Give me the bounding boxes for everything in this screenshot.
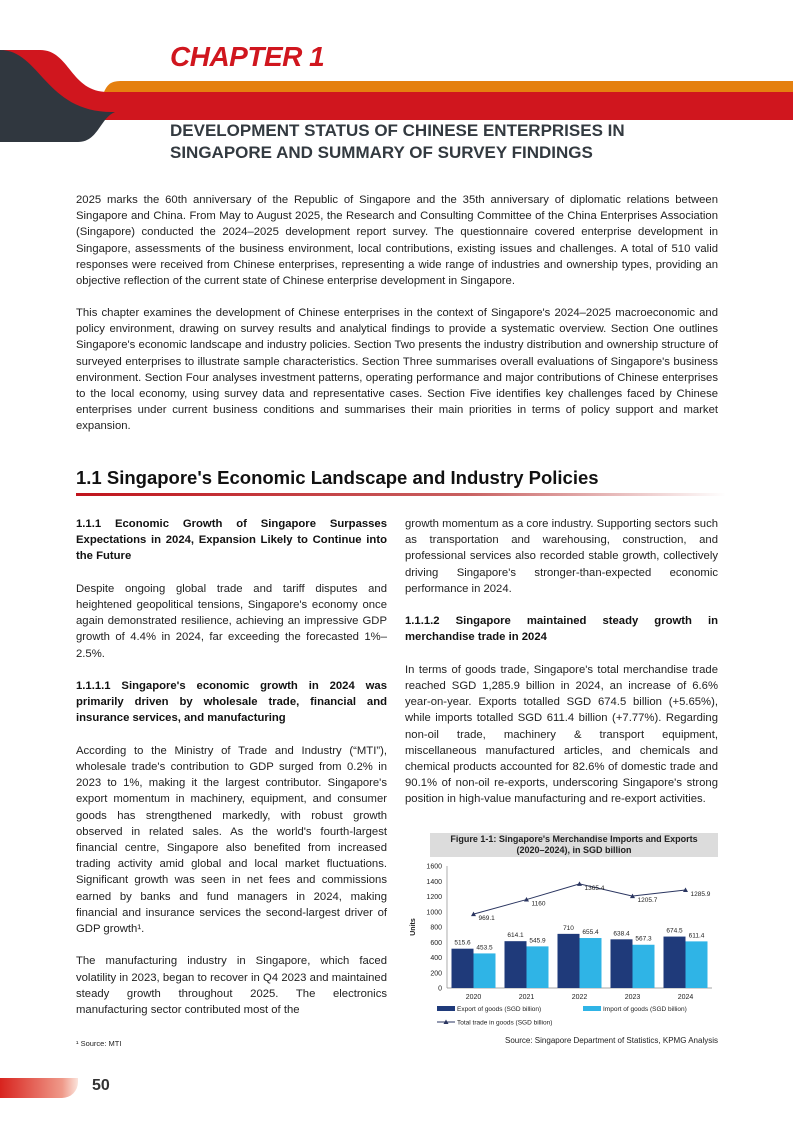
import-data-label: 611.4 <box>688 932 705 940</box>
y-tick-label: 0 <box>438 985 442 993</box>
figure-title-line2: (2020–2024), in SGD billion <box>516 845 632 855</box>
chapter-title-line1: DEVELOPMENT STATUS OF CHINESE ENTERPRISES IN <box>170 121 625 140</box>
total-trade-data-label: 1365.4 <box>584 884 605 892</box>
merchandise-trade-chart <box>405 858 720 1034</box>
y-tick-label: 1000 <box>426 909 442 917</box>
export-bar <box>558 934 580 988</box>
chapter-title-line2: SINGAPORE AND SUMMARY OF SURVEY FINDINGS <box>170 143 593 162</box>
subsection-heading: 1.1.1.1 Singapore's economic growth in 2024 was primarily driven by wholesale trade, financial and insurance services, and manufacturing <box>76 680 387 725</box>
x-tick-label: 2023 <box>624 994 641 1001</box>
legend-import-label: Import of goods (SGD billion) <box>603 1006 687 1013</box>
import-bar <box>474 953 496 988</box>
legend-export-label: Export of goods (SGD billion) <box>457 1006 542 1013</box>
section-underline <box>76 493 726 496</box>
total-trade-data-label: 969.1 <box>478 915 495 923</box>
section-title: 1.1 Singapore's Economic Landscape and Industry Policies <box>76 467 599 488</box>
y-tick-label: 1600 <box>426 863 442 871</box>
x-tick-label: 2020 <box>465 994 482 1001</box>
legend-export-swatch <box>437 1006 455 1011</box>
export-bar <box>664 937 686 988</box>
total-trade-data-label: 1285.9 <box>690 890 711 898</box>
total-trade-data-label: 1160 <box>531 900 546 908</box>
total-trade-data-label: 1205.7 <box>637 897 658 905</box>
export-data-label: 674.5 <box>666 927 683 935</box>
page-number-tab <box>0 1078 78 1098</box>
subsection-heading: 1.1.1 Economic Growth of Singapore Surpasses Expectations in 2024, Expansion Likely to Continue into the Future <box>76 518 387 563</box>
import-bar <box>580 938 602 988</box>
y-tick-label: 400 <box>430 955 442 962</box>
body-paragraph: In terms of goods trade, Singapore's total merchandise trade reached SGD 1,285.9 billion in 2024, an increase of 6.6% year-on-year. Exports totalled SGD 674.5 billion (+5.65%), while imports totalled SGD 611.4 billion (+7.77%). Regarding non-oil trade, machinery & transport equipment, miscellaneous manufactured articles, and chemicals and chemical products accounted for 82.6% of domestic trade and 90.1% of non-oil re-exports, underscoring Singapore's strong position in high-value manufacturing and re-export activities. <box>405 663 718 806</box>
right-column <box>405 516 718 824</box>
import-data-label: 545.9 <box>529 937 546 945</box>
import-data-label: 655.4 <box>582 929 599 937</box>
x-tick-label: 2024 <box>677 994 694 1001</box>
export-bar <box>611 939 633 988</box>
subsection-heading: 1.1.1.2 Singapore maintained steady growth in merchandise trade in 2024 <box>405 615 718 644</box>
figure-source: Source: Singapore Department of Statistics, KPMG Analysis <box>505 1036 718 1045</box>
export-data-label: 638.4 <box>613 930 630 938</box>
export-data-label: 614.1 <box>507 932 524 940</box>
y-tick-label: 1400 <box>426 878 442 886</box>
intro-paragraph: 2025 marks the 60th anniversary of the Republic of Singapore and the 35th anniversary of diplomatic relations between Singapore and China. From May to August 2025, the Research and Consulting Committee of the China Enterprises Association (Singapore) conducted the 2024–2025 development report survey. The questionnaire covered enterprise development in Singapore, assessments of the business environment, local contributions, existing issues and challenges. A total of 510 valid responses were received from Chinese enterprises, representing a wide range of industries and ownership types, providing an objective reflection of the current state of Chinese enterprise development in Singapore. <box>76 194 718 288</box>
y-tick-label: 1200 <box>426 894 442 901</box>
export-data-label: 515.6 <box>454 939 471 947</box>
legend-total-label: Total trade in goods (SGD billion) <box>457 1019 553 1027</box>
import-bar <box>686 941 708 988</box>
page-number: 50 <box>92 1077 110 1094</box>
body-paragraph: The manufacturing industry in Singapore, which faced volatility in 2023, began to recover in Q4 2023 and maintained steady growth throughout 2025. The electronics manufacturing sector contributed most of the <box>76 955 387 1017</box>
export-bar <box>505 941 527 988</box>
chapter-title <box>170 120 730 164</box>
export-data-label: 710 <box>563 924 574 932</box>
figure-title-line1: Figure 1-1: Singapore's Merchandise Imports and Exports <box>450 834 698 844</box>
y-axis-label: Units <box>410 918 417 936</box>
x-tick-label: 2021 <box>518 994 535 1001</box>
body-paragraph: According to the Ministry of Trade and Industry (“MTI”), wholesale trade's contribution to GDP surged from 0.2% in 2023 to 1%, making it the largest contributor. Singapore's export momentum in machinery, equipment, and consumer goods has strengthened markedly, with robust growth observed in related sales. As the world's fourth-largest financial centre, Singapore also benefited from increased trading activity amid global and local market fluctuations. Significant growth was seen in net fees and commissions earned by banks and fund managers in 2024, making financial and insurance services the second-largest driver of GDP growth¹. <box>76 744 387 936</box>
import-bar <box>527 946 549 988</box>
left-column <box>76 516 387 1034</box>
x-tick-label: 2022 <box>571 994 588 1001</box>
y-tick-label: 600 <box>430 939 442 947</box>
total-trade-marker <box>577 881 582 886</box>
y-tick-label: 800 <box>430 924 442 932</box>
body-paragraph: growth momentum as a core industry. Supporting sectors such as transportation and warehousing, construction, and professional services also recorded stable growth, collectively driving Singapore's stronger-than-expected economic performance in 2024. <box>405 518 718 595</box>
import-bar <box>633 945 655 988</box>
chapter-heading: CHAPTER 1 <box>170 41 325 72</box>
y-tick-label: 200 <box>430 970 442 978</box>
legend-import-swatch <box>583 1006 601 1011</box>
intro-paragraph: This chapter examines the development of Chinese enterprises in the context of Singapore's 2024–2025 macroeconomic and policy environment, drawing on survey results and analytical findings to provide a systematic overview. Section One outlines Singapore's economic landscape and industry policies. Section Two presents the industry distribution and ownership structure of surveyed enterprises to illustrate sample characteristics. Section Three summarises overall evaluations of Singapore's business environment. Section Four analyses investment patterns, operating performance and major contributions of Chinese enterprises to the local economy, using survey data and representative cases. Section Five identifies key challenges faced by Chinese enterprises under current business conditions and summarises their main priorities in terms of policy support and market expansion. <box>76 307 718 433</box>
export-bar <box>452 949 474 988</box>
import-data-label: 567.3 <box>635 935 652 943</box>
import-data-label: 453.5 <box>476 944 493 952</box>
body-paragraph: Despite ongoing global trade and tariff disputes and heightened geopolitical tensions, Singapore's economy once again demonstrated resilience, achieving an impressive GDP growth of 4.4% in 2024, far exceeding the forecasted 1%–2.5%. <box>76 582 387 660</box>
footnote: ¹ Source: MTI <box>76 1039 122 1048</box>
figure-title <box>430 833 718 857</box>
